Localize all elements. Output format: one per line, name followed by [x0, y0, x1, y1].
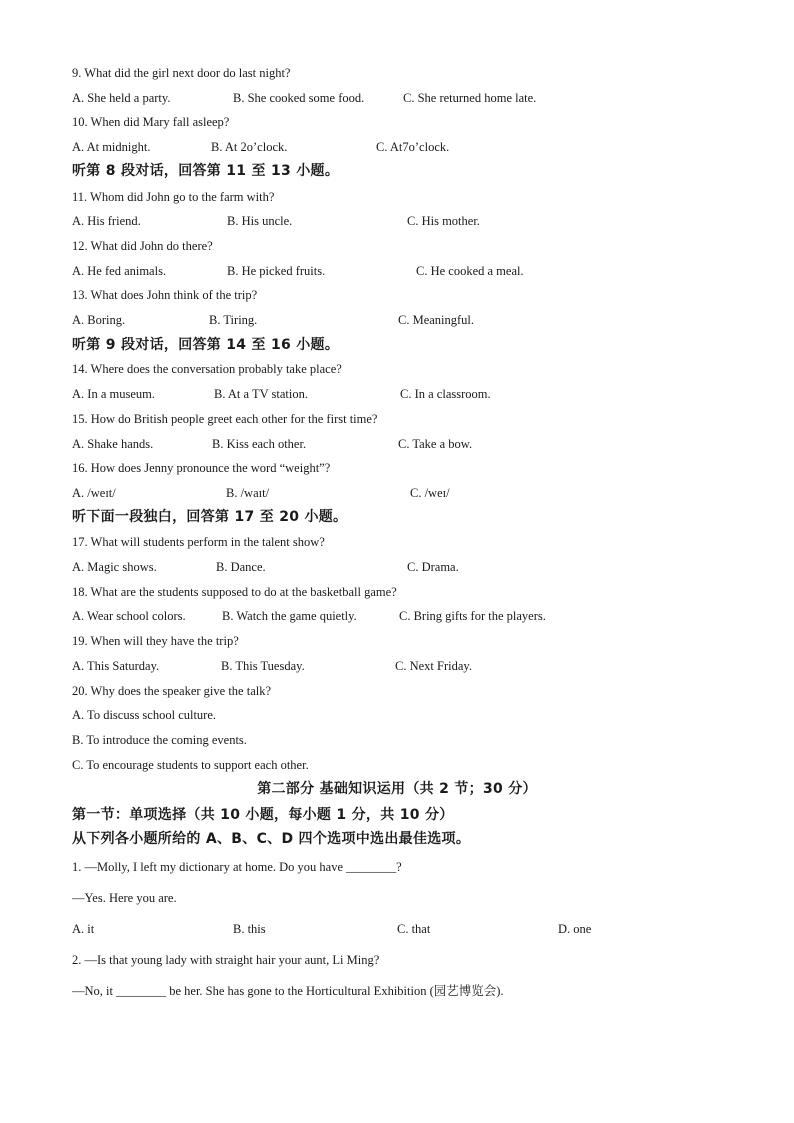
option-a: A. Shake hands.	[72, 437, 154, 451]
question-20-stem: 20. Why does the speaker give the talk?	[72, 684, 272, 698]
option-a: A. At midnight.	[72, 140, 151, 154]
option-c: C. In a classroom.	[400, 387, 491, 401]
option-b: B. this	[233, 922, 266, 936]
question-20-option-a: A. To discuss school culture.	[72, 708, 217, 722]
question-17-stem: 17. What will students perform in the talent show?	[72, 535, 325, 549]
question-18-options	[0, 607, 794, 625]
mc-question-1-reply: —Yes. Here you are.	[72, 891, 177, 905]
question-12-options	[0, 262, 794, 280]
question-20-option-c: C. To encourage students to support each other.	[72, 758, 309, 772]
mc-question-1-stem: 1. —Molly, I left my dictionary at home. Do you have ________?	[72, 860, 402, 874]
question-20-option-b: B. To introduce the coming events.	[72, 733, 247, 747]
question-16-stem: 16. How does Jenny pronounce the word “weight”?	[72, 461, 331, 475]
mc-question-2-stem: 2. —Is that young lady with straight hair your aunt, Li Ming?	[72, 953, 380, 967]
mc-question-1-options	[0, 920, 794, 938]
option-b: B. Dance.	[216, 560, 266, 574]
section-heading-monologue: 听下面一段独白，回答第 17 至 20 小题。	[72, 509, 348, 525]
question-14-stem: 14. Where does the conversation probably take place?	[72, 362, 342, 376]
question-19-stem: 19. When will they have the trip?	[72, 634, 239, 648]
question-16-options	[0, 484, 794, 502]
question-13-stem: 13. What does John think of the trip?	[72, 288, 258, 302]
option-a: A. /weɪt/	[72, 486, 116, 500]
question-14-options	[0, 385, 794, 403]
option-c: C. Take a bow.	[398, 437, 473, 451]
question-10-options	[0, 138, 794, 156]
option-a: A. This Saturday.	[72, 659, 160, 673]
option-b: B. Tiring.	[209, 313, 258, 327]
option-b: B. Watch the game quietly.	[222, 609, 357, 623]
option-c: C. Meaningful.	[398, 313, 475, 327]
option-b: B. His uncle.	[227, 214, 293, 228]
option-a: A. Boring.	[72, 313, 126, 327]
part-title: 第二部分 基础知识运用（共 2 节；30 分）	[257, 781, 537, 797]
question-13-options	[0, 311, 794, 329]
option-c: C. He cooked a meal.	[416, 264, 524, 278]
option-c: C. /weɪ/	[410, 486, 450, 500]
option-c: C. At7o’clock.	[376, 140, 450, 154]
question-18-stem: 18. What are the students supposed to do at the basketball game?	[72, 585, 397, 599]
option-c: C. Next Friday.	[395, 659, 472, 673]
option-b: B. Kiss each other.	[212, 437, 307, 451]
question-11-options	[0, 212, 794, 230]
question-9-stem: 9. What did the girl next door do last night?	[72, 66, 291, 80]
option-c: C. She returned home late.	[403, 91, 537, 105]
option-c: C. that	[397, 922, 431, 936]
option-a: A. His friend.	[72, 214, 141, 228]
section-heading-dialogue-9: 听第 9 段对话，回答第 14 至 16 小题。	[72, 337, 340, 353]
section-heading-dialogue-8: 听第 8 段对话，回答第 11 至 13 小题。	[72, 163, 340, 179]
mc-question-2-reply: —No, it ________ be her. She has gone to the Horticultural Exhibition (园艺博览会).	[72, 984, 504, 998]
question-15-stem: 15. How do British people greet each other for the first time?	[72, 412, 378, 426]
question-9-options	[0, 89, 794, 107]
question-10-stem: 10. When did Mary fall asleep?	[72, 115, 230, 129]
question-11-stem: 11. Whom did John go to the farm with?	[72, 190, 275, 204]
option-c: C. Drama.	[407, 560, 459, 574]
question-12-stem: 12. What did John do there?	[72, 239, 213, 253]
option-a: A. Magic shows.	[72, 560, 157, 574]
section-instruction: 从下列各小题所给的 A、B、C、D 四个选项中选出最佳选项。	[72, 831, 471, 847]
option-b: B. She cooked some food.	[233, 91, 365, 105]
option-c: C. His mother.	[407, 214, 480, 228]
option-b: B. At a TV station.	[214, 387, 308, 401]
option-a: A. Wear school colors.	[72, 609, 186, 623]
option-b: B. /waɪt/	[226, 486, 270, 500]
option-b: B. At 2o’clock.	[211, 140, 288, 154]
option-c: C. Bring gifts for the players.	[399, 609, 546, 623]
option-b: B. He picked fruits.	[227, 264, 326, 278]
option-a: A. it	[72, 922, 95, 936]
option-a: A. She held a party.	[72, 91, 171, 105]
question-17-options	[0, 558, 794, 576]
option-a: A. In a museum.	[72, 387, 155, 401]
option-d: D. one	[558, 922, 592, 936]
option-b: B. This Tuesday.	[221, 659, 305, 673]
option-a: A. He fed animals.	[72, 264, 167, 278]
question-19-options	[0, 657, 794, 675]
question-15-options	[0, 435, 794, 453]
section-title: 第一节：单项选择（共 10 小题，每小题 1 分，共 10 分）	[72, 807, 454, 823]
